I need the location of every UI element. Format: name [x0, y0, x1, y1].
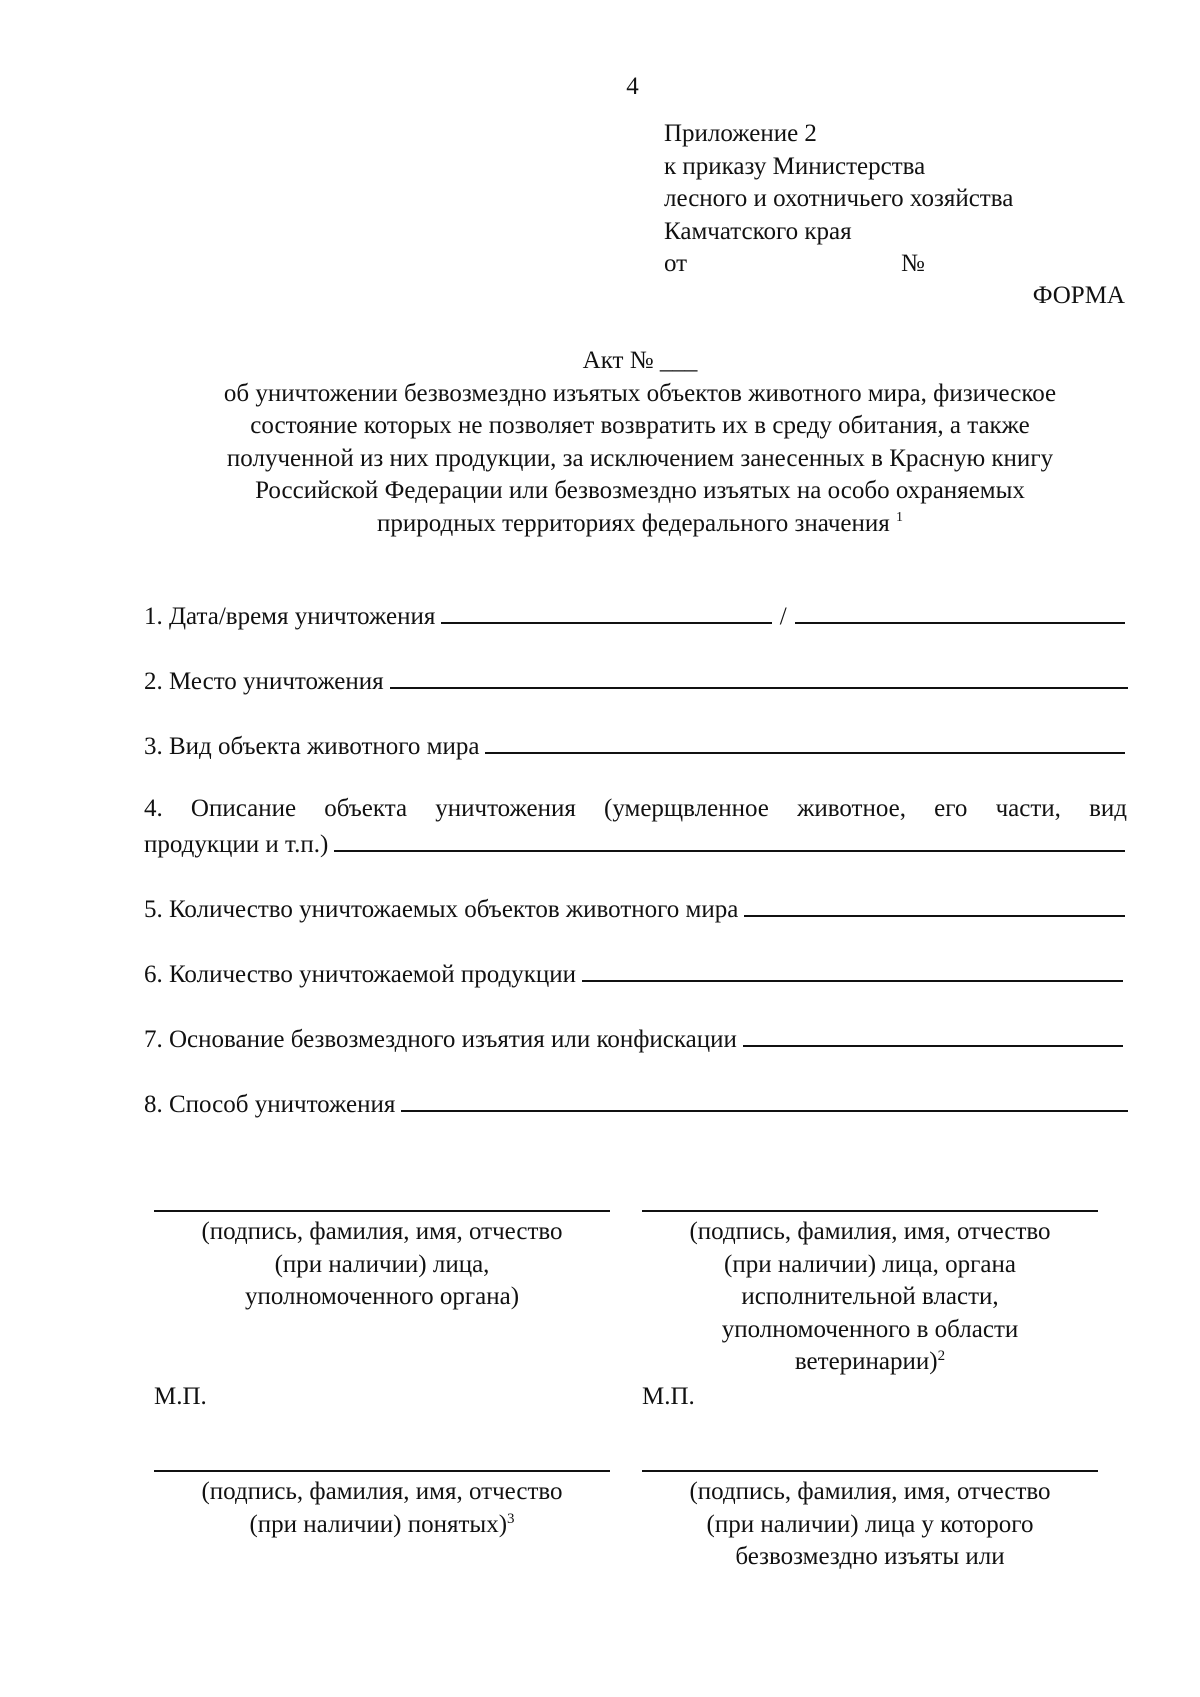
field-seizure-basis-label: 7. Основание безвозмездного изъятия или конфискации [144, 1026, 737, 1053]
appendix-line: Приложение 2 [664, 120, 817, 147]
caption-line: исполнительной власти, [741, 1283, 999, 1310]
footnote-mark: 2 [937, 1348, 946, 1364]
caption-line: (при наличии) лица у которого [706, 1510, 1034, 1538]
field-description-label-line2: продукции и т.п.) [144, 831, 329, 858]
field-datetime-label: 1. Дата/время уничтожения [144, 603, 436, 630]
footnote-mark: 1 [896, 509, 904, 525]
document-title [150, 345, 1130, 540]
appendix-line: Камчатского края [664, 217, 852, 245]
caption-line: (подпись, фамилия, имя, отчество [201, 1478, 563, 1505]
stamp-place-label: М.П. [642, 1383, 695, 1410]
caption-line: уполномоченного органа) [244, 1283, 520, 1310]
time-input-line[interactable] [795, 598, 1125, 624]
field-description [144, 826, 1125, 860]
caption-line: (подпись, фамилия, имя, отчество [689, 1478, 1051, 1505]
caption-line-text: ветеринарии) [794, 1348, 938, 1375]
caption-line [154, 1509, 610, 1542]
form-label: ФОРМА [1032, 282, 1125, 309]
field-product-count-label: 6. Количество уничтожаемой продукции [144, 961, 577, 988]
signature-line-witnesses[interactable] [154, 1470, 610, 1472]
caption-line: уполномоченного в области [721, 1315, 1019, 1343]
field-species-label: 3. Вид объекта животного мира [144, 733, 480, 760]
title-line [150, 508, 1130, 541]
field-method [144, 1086, 1128, 1120]
place-input-line[interactable] [390, 663, 1128, 689]
title-line-text: природных территориях федерального значения [376, 509, 890, 537]
seizure-basis-input-line[interactable] [743, 1021, 1123, 1047]
appendix-number-label: № [901, 250, 925, 277]
field-place [144, 663, 1128, 697]
caption-line [642, 1346, 1098, 1379]
caption-line: (при наличии) лица, органа [724, 1250, 1016, 1278]
footnote-mark: 3 [507, 1510, 515, 1527]
description-input-line[interactable] [334, 826, 1125, 852]
caption-authorized [154, 1216, 610, 1314]
appendix-date-number-row [664, 248, 1184, 281]
stamp-place-label: М.П. [154, 1383, 207, 1410]
signature-line-veterinary[interactable] [642, 1210, 1098, 1212]
act-heading: Акт № ___ [582, 347, 698, 374]
field-product-count [144, 956, 1123, 990]
field-place-label: 2. Место уничтожения [144, 668, 384, 695]
signature-line-owner[interactable] [642, 1470, 1098, 1472]
field-species [144, 728, 1125, 762]
species-input-line[interactable] [485, 728, 1125, 754]
caption-line: (подпись, фамилия, имя, отчество [689, 1218, 1051, 1245]
caption-witnesses [154, 1476, 610, 1541]
field-seizure-basis [144, 1021, 1123, 1055]
field-method-label: 8. Способ уничтожения [144, 1091, 396, 1118]
signature-line-authorized[interactable] [154, 1210, 610, 1212]
page-number: 4 [626, 73, 639, 100]
caption-owner [642, 1476, 1098, 1574]
appendix-from-label: от [664, 250, 688, 277]
caption-line: безвозмездно изъяты или [735, 1543, 1005, 1570]
caption-veterinary [642, 1216, 1098, 1379]
title-line: полученной из них продукции, за исключением занесенных в Красную книгу [226, 444, 1054, 472]
appendix-line: лесного и охотничьего хозяйства [664, 185, 1014, 212]
title-line: Российской Федерации или безвозмездно изъятых на особо охраняемых [255, 477, 1025, 504]
method-input-line[interactable] [401, 1086, 1128, 1112]
field-animal-count [144, 891, 1125, 925]
caption-line-text: (при наличии) понятых) [249, 1510, 508, 1538]
date-input-line[interactable] [441, 598, 771, 624]
caption-line: (подпись, фамилия, имя, отчество [201, 1218, 563, 1245]
appendix-block [664, 118, 1184, 281]
product-count-input-line[interactable] [582, 956, 1123, 982]
field-animal-count-label: 5. Количество уничтожаемых объектов животного мира [144, 896, 739, 923]
caption-line: (при наличии) лица, [274, 1250, 490, 1278]
date-time-separator: / [779, 603, 787, 630]
title-line: состояние которых не позволяет возвратить их в среду обитания, а также [250, 412, 1030, 439]
field-datetime [144, 598, 1125, 632]
animal-count-input-line[interactable] [744, 891, 1125, 917]
field-description-label-line1: 4. Описание объекта уничтожения (умерщвленное животное, его части, вид [144, 795, 1127, 822]
title-line: об уничтожении безвозмездно изъятых объектов животного мира, физическое [223, 379, 1057, 407]
appendix-line: к приказу Министерства [664, 152, 926, 180]
